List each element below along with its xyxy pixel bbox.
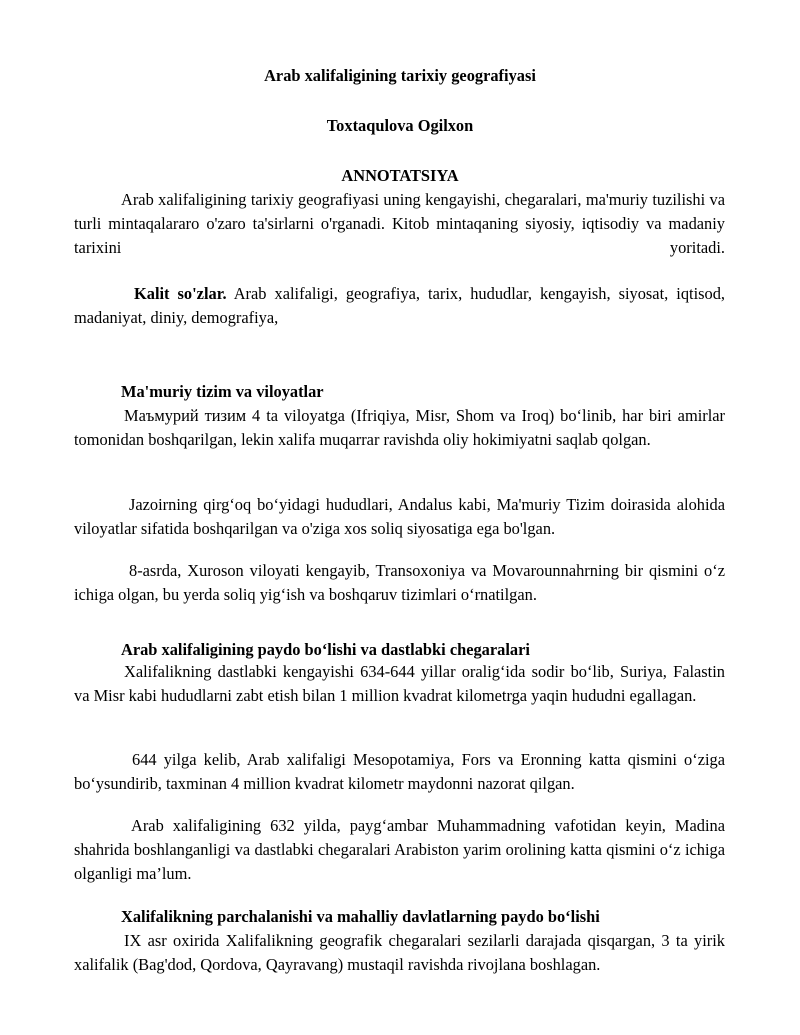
section-heading-administrative: Ma'muriy tizim va viloyatlar xyxy=(121,382,324,401)
section-1-paragraph-1: Маъмурий тизим 4 ta viloyatga (Ifriqiya, Misr, Shom va Iroq) bo‘linib, har biri amirlar tomonidan boshqarilgan, lekin xalifa muqarrar ravishda oliy hokimiyatni saqlab qolgan. xyxy=(74,406,725,449)
section-1-paragraph-2: Jazoirning qirg‘oq bo‘yidagi hududlari, Andalus kabi, Ma'muriy Tizim doirasida alohida viloyatlar sifatida boshqarilgan va o'ziga xos soliq siyosatiga ega bo'lgan. xyxy=(74,495,725,538)
section-2-paragraph-1: Xalifalikning dastlabki kengayishi 634-644 yillar oralig‘ida sodir bo‘lib, Suriya, Falastin va Misr kabi hududlarni zabt etish bilan 1 million kvadrat kilometrga yaqin hududni egallagan. xyxy=(74,662,725,705)
section-2-paragraph-3: Arab xalifaligining 632 yilda, payg‘ambar Muhammadning vafotidan keyin, Madina shahrida boshlanganligi va dastlabki chegaralari Arabiston yarim orolining katta qismini o‘z ichiga olganligi ma’lum. xyxy=(74,816,725,883)
document-title: Arab xalifaligining tarixiy geografiyasi xyxy=(264,66,536,85)
annotation-text: Arab xalifaligining tarixiy geografiyasi uning kengayishi, chegaralari, ma'muriy tuzilishi va turli mintaqalararo o'zaro ta'sirlarni o'rganadi. Kitob mintaqaning siyosiy, iqtisodiy va madaniy tarixini yoritadi. xyxy=(74,190,725,257)
section-heading-fragmentation: Xalifalikning parchalanishi va mahalliy davlatlarning paydo bo‘lishi xyxy=(121,907,600,926)
section-2-paragraph-2: 644 yilga kelib, Arab xalifaligi Mesopotamiya, Fors va Eronning katta qismini o‘ziga bo‘ysundirib, taxminan 4 million kvadrat kilometr maydonni nazorat qilgan. xyxy=(74,750,725,793)
keywords-paragraph xyxy=(74,282,725,330)
annotation-heading: ANNOTATSIYA xyxy=(341,166,459,185)
section-3-paragraph-1: IX asr oxirida Xalifalikning geografik chegaralari sezilarli darajada qisqargan, 3 ta yirik xalifalik (Bag'dod, Qordova, Qayravang) mustaqil ravishda rivojlana boshlagan. xyxy=(74,931,725,974)
section-1-paragraph-3: 8-asrda, Xuroson viloyati kengayib, Transoxoniya va Movarounnahrning bir qismini o‘z ichiga olgan, bu yerda soliq yig‘ish va boshqaruv tizimlari o‘rnatilgan. xyxy=(74,561,725,604)
keywords-text: Arab xalifaligi, geografiya, tarix, hududlar, kengayish, siyosat, iqtisod, madaniyat, diniy, demografiya, xyxy=(74,284,725,327)
keywords-label: Kalit so'zlar. xyxy=(134,284,227,303)
author-name: Toxtaqulova Ogilxon xyxy=(326,116,474,135)
section-heading-origin: Arab xalifaligining paydo bo‘lishi va dastlabki chegaralari xyxy=(121,640,530,659)
